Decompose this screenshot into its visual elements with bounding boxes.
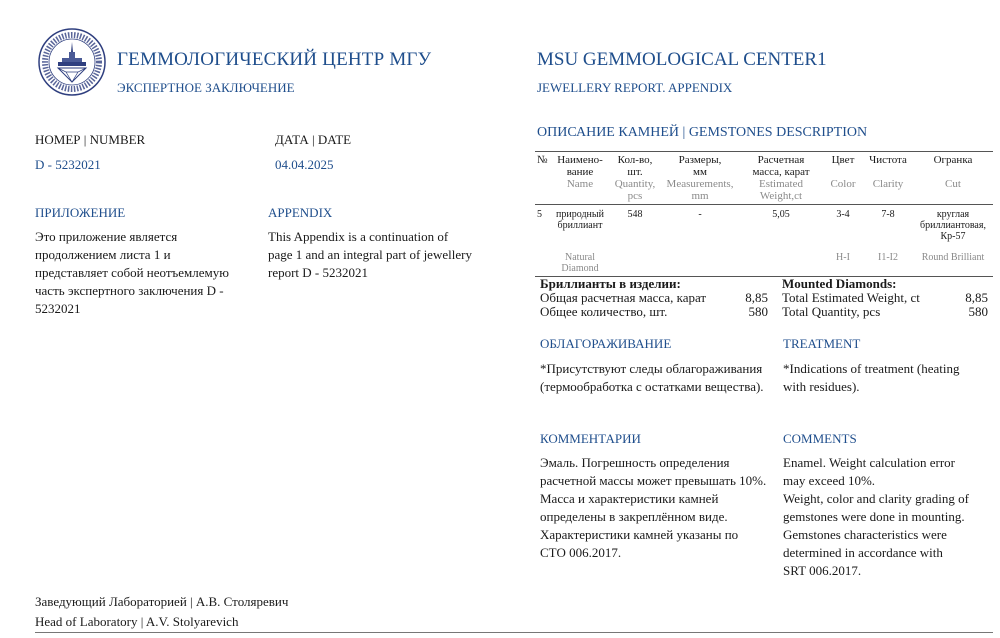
column-header — [535, 178, 551, 205]
report-number-value: D - 5232021 — [35, 157, 101, 172]
table-cell — [739, 252, 823, 277]
text-line: представляет собой неотъемлемую — [35, 265, 229, 280]
text-line: report D - 5232021 — [268, 265, 369, 280]
text-line: Масса и характеристики камней — [540, 491, 719, 506]
total-weight-value-ru: 8,85 — [745, 290, 768, 305]
header-title-ru: ГЕММОЛОГИЧЕСКИЙ ЦЕНТР МГУ — [117, 49, 432, 70]
column-header: Размеры, мм — [661, 152, 739, 179]
table-row — [535, 205, 993, 253]
column-header: Name — [551, 178, 609, 205]
text-line: Эмаль. Погрешность определения — [540, 455, 730, 470]
table-cell — [535, 252, 551, 277]
table-cell — [661, 252, 739, 277]
comments-heading-ru: КОММЕНТАРИИ — [540, 431, 641, 446]
text-line: with residues). — [783, 379, 860, 394]
appendix-text-en — [268, 228, 508, 282]
appendix-heading-ru: ПРИЛОЖЕНИЕ — [35, 205, 126, 220]
column-header: Чистота — [863, 152, 913, 179]
report-number-label: НОМЕР | NUMBER — [35, 132, 146, 147]
treatment-text-ru — [540, 360, 780, 396]
summary-heading-en: Mounted Diamonds: — [782, 276, 897, 291]
table-cell: 5,05 — [772, 209, 790, 220]
report-date-label: ДАТА | DATE — [275, 132, 352, 147]
total-quantity-label-ru: Общее количество, шт. — [540, 304, 668, 319]
text-line: Gemstones characteristics were — [783, 527, 947, 542]
table-cell: 5 — [537, 209, 542, 220]
summary-heading-ru: Бриллианты в изделии: — [540, 276, 681, 291]
text-line: SRT 006.2017. — [783, 563, 862, 578]
table-cell — [609, 252, 661, 277]
total-weight-label-ru: Общая расчетная масса, карат — [540, 290, 707, 305]
text-line: Enamel. Weight calculation error — [783, 455, 955, 470]
treatment-text-en — [783, 360, 993, 396]
table-cell: природный бриллиант — [556, 209, 604, 231]
text-line: determined in accordance with — [783, 545, 943, 560]
signature-line-en: Head of Laboratory | A.V. Stolyarevich — [35, 614, 239, 629]
text-line: *Indications of treatment (heating — [783, 361, 960, 376]
appendix-text-ru — [35, 228, 250, 318]
table-cell: 7-8 — [881, 209, 895, 220]
column-header: Estimated Weight,ct — [739, 178, 823, 205]
text-line: Weight, color and clarity grading of — [783, 491, 969, 506]
header-subtitle-ru: ЭКСПЕРТНОЕ ЗАКЛЮЧЕНИЕ — [117, 80, 295, 95]
column-header: № — [535, 152, 551, 179]
text-line: СТО 006.2017. — [540, 545, 622, 560]
header-subtitle-en: JEWELLERY REPORT. APPENDIX — [537, 80, 733, 95]
text-line: 5232021 — [35, 301, 81, 316]
table-cell: круглая бриллиантовая, Кр-57 — [920, 209, 986, 242]
table-cell: I1-I2 — [863, 252, 913, 277]
report-date-value: 04.04.2025 — [275, 157, 334, 172]
table-header-row-ru — [535, 152, 993, 179]
treatment-heading-en: TREATMENT — [783, 336, 861, 351]
total-quantity-value-en: 580 — [968, 304, 988, 319]
comments-text-ru — [540, 454, 780, 562]
text-line: (термообработка с остатками вещества). — [540, 379, 764, 394]
text-line: часть экспертного заключения D - — [35, 283, 224, 298]
total-quantity-label-en: Total Quantity, pcs — [782, 304, 881, 319]
column-header: Наимено- вание — [551, 152, 609, 179]
column-header: Measurements, mm — [661, 178, 739, 205]
column-header: Кол-во, шт. — [609, 152, 661, 179]
table-row — [535, 252, 993, 277]
table-cell: - — [698, 209, 702, 220]
text-line: определены в закреплённом виде. — [540, 509, 728, 524]
comments-heading-en: COMMENTS — [783, 431, 857, 446]
msu-emblem-logo — [38, 28, 106, 96]
text-line: Это приложение является — [35, 229, 178, 244]
signature-line-ru: Заведующий Лабораторией | А.В. Столяревич — [35, 594, 289, 609]
text-line: Характеристики камней указаны по — [540, 527, 739, 542]
appendix-heading-en: APPENDIX — [268, 205, 333, 220]
summary-en — [782, 277, 988, 319]
total-weight-label-en: Total Estimated Weight, ct — [782, 290, 920, 305]
total-weight-value-en: 8,85 — [965, 290, 988, 305]
total-quantity-value-ru: 580 — [748, 304, 768, 319]
text-line: расчетной массы может превышать 10%. — [540, 473, 767, 488]
table-cell: Natural Diamond — [551, 252, 609, 277]
text-line: продолжением листа 1 и — [35, 247, 171, 262]
gemstones-table — [535, 151, 993, 277]
column-header: Расчетная масса, карат — [739, 152, 823, 179]
column-header: Clarity — [863, 178, 913, 205]
column-header: Quantity, pcs — [609, 178, 661, 205]
table-cell: 3-4 — [836, 209, 850, 220]
text-line: *Присутствуют следы облагораживания — [540, 361, 763, 376]
column-header: Color — [823, 178, 863, 205]
column-header: Cut — [913, 178, 993, 205]
text-line: page 1 and an integral part of jewellery — [268, 247, 472, 262]
text-line: gemstones were done in mounting. — [783, 509, 965, 524]
header-title-en: MSU GEMMOLOGICAL CENTER1 — [537, 49, 827, 70]
table-cell: Round Brilliant — [913, 252, 993, 277]
treatment-heading-ru: ОБЛАГОРАЖИВАНИЕ — [540, 336, 672, 351]
table-header-row-en — [535, 178, 993, 205]
column-header: Цвет — [823, 152, 863, 179]
comments-text-en — [783, 454, 993, 580]
summary-ru — [540, 277, 768, 319]
table-cell: H-I — [823, 252, 863, 277]
text-line: may exceed 10%. — [783, 473, 876, 488]
footer-divider — [35, 632, 993, 633]
column-header: Огранка — [913, 152, 993, 179]
gemstones-title: ОПИСАНИЕ КАМНЕЙ | GEMSTONES DESCRIPTION — [537, 125, 868, 140]
text-line: This Appendix is a continuation of — [268, 229, 449, 244]
table-cell: 548 — [627, 209, 643, 220]
